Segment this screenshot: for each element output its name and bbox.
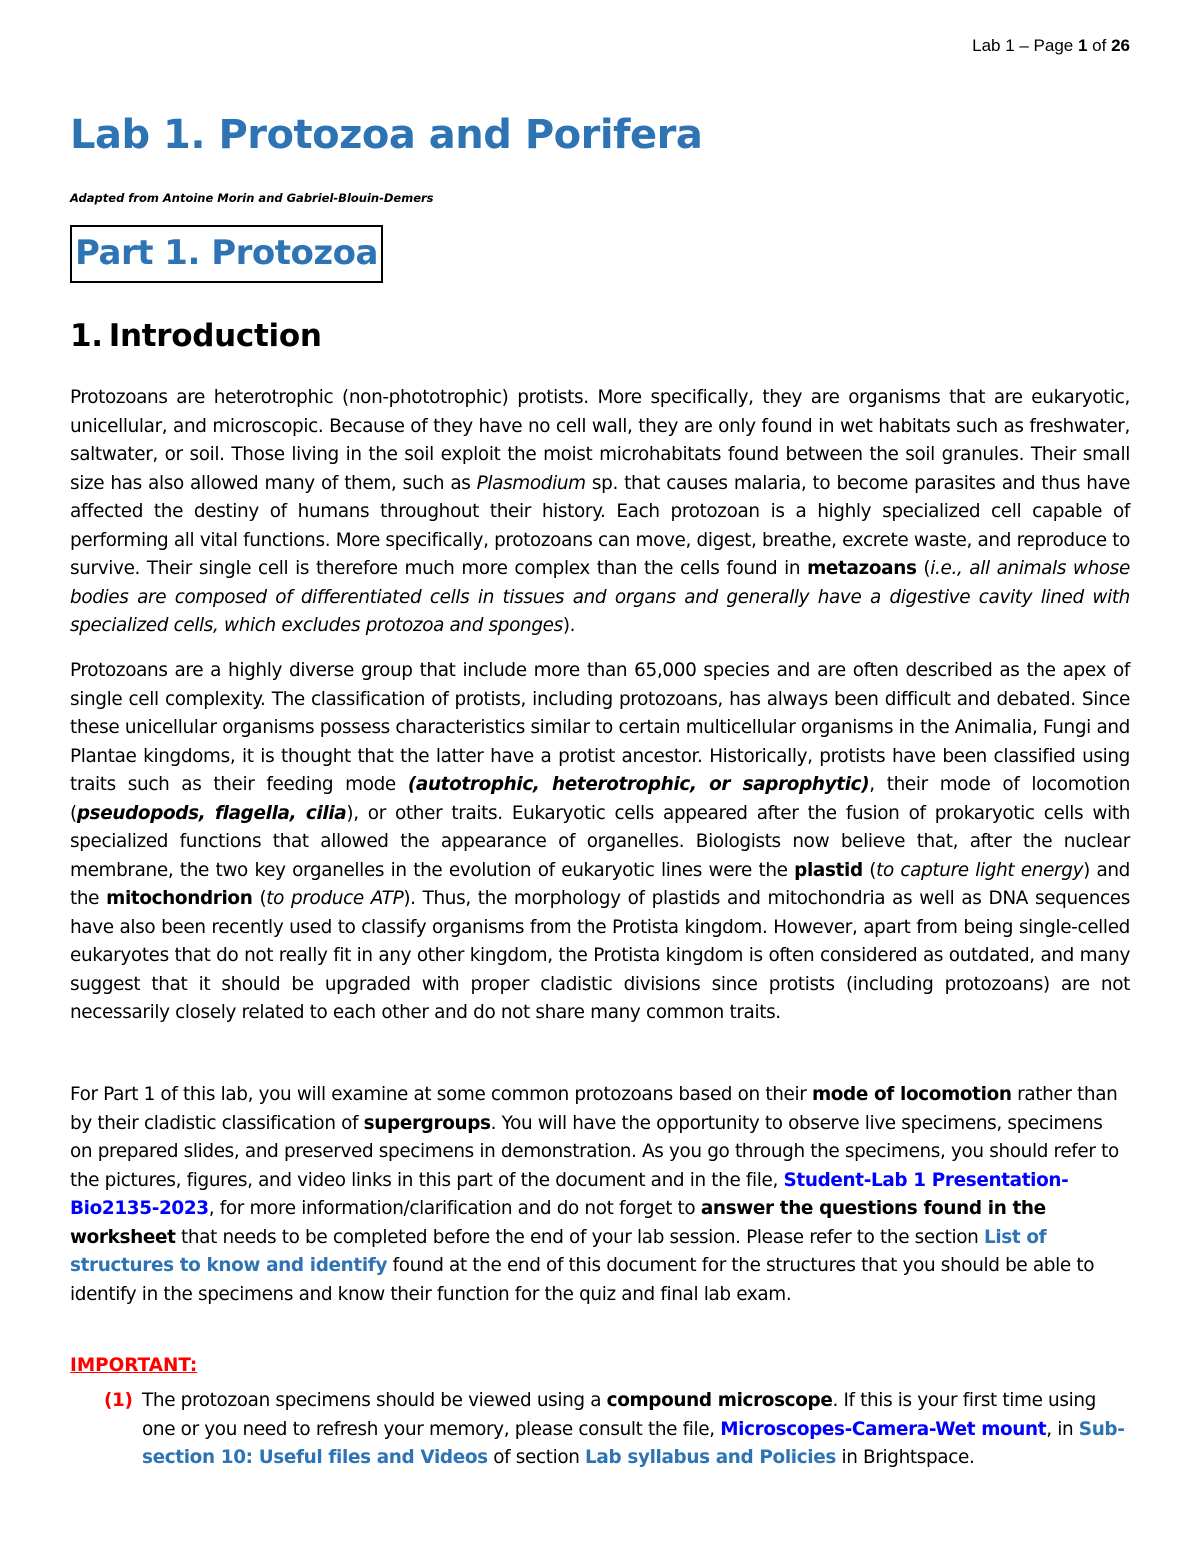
adapted-from-note: Adapted from Antoine Morin and Gabriel-Blouin-Demers bbox=[70, 191, 434, 205]
important-list bbox=[104, 1387, 1130, 1473]
section-number: 1. bbox=[70, 318, 103, 354]
presentation-file-link[interactable]: Student-Lab 1 Presentation-Bio2135-2023 bbox=[70, 1169, 1069, 1219]
p3-text-4: , for more information/clarification and do not forget to bbox=[208, 1198, 701, 1219]
metazoans-definition: i.e., all animals whose bodies are composed of differentiated cells in tissues and organs and generally have a digestive cavity lined with specialized cells, which excludes protozoa and sponges bbox=[70, 558, 1130, 636]
p3-text-1: For Part 1 of this lab, you will examine at some common protozoans based on their bbox=[70, 1084, 812, 1105]
lab-syllabus-link[interactable]: Lab syllabus and Policies bbox=[585, 1447, 836, 1468]
feeding-modes: (autotrophic, heterotrophic, or saprophytic) bbox=[407, 774, 870, 795]
mitochondrion-note: to produce ATP bbox=[266, 888, 404, 909]
plastid-note: to capture light energy bbox=[876, 859, 1084, 881]
important-item bbox=[104, 1387, 1130, 1473]
p2-text-3: ), or other traits. Eukaryotic cells appeared after the fusion of prokaryotic cells with specialized functions that allowed the appearance of organelles. Biologists now believe that, after the nuclear membrane, the two key organelles in the evolution of eukaryotic lines were the bbox=[70, 802, 1130, 881]
section-heading bbox=[70, 318, 322, 354]
p3-text-5: that needs to be completed before the end of your lab session. Please refer to the section bbox=[175, 1226, 984, 1248]
intro-paragraph-1 bbox=[70, 384, 1130, 641]
header-page-number: 1 bbox=[1077, 36, 1088, 55]
p2-text-1: Protozoans are a highly diverse group that include more than 65,000 species and are often described as the apex of single cell complexity. The classification of protists, including protozoans, has always been difficult and debated. Since these unicellular organisms possess characteristics similar to certain multicellular organisms in the Animalia, Fungi and Plantae kingdoms, it is thought that the latter have a protist ancestor. Historically, protists have been classified using traits such as their feeding mode bbox=[70, 660, 1130, 795]
header-of: of bbox=[1087, 36, 1112, 55]
p3-text-2: rather than by their cladistic classification of bbox=[70, 1084, 1118, 1134]
imp-text-4: of section bbox=[487, 1447, 586, 1468]
mitochondrion-term: mitochondrion bbox=[106, 888, 253, 909]
structures-list-link[interactable]: List of structures to know and identify bbox=[70, 1226, 1047, 1276]
p2-text-6: ( bbox=[252, 888, 267, 909]
p3-text-6: found at the end of this document for the structures that you should be able to identify in the specimens and know their function for the quiz and final lab exam. bbox=[70, 1255, 1095, 1305]
imp-text-3: , in bbox=[1046, 1418, 1079, 1440]
locomotion-modes: pseudopods, flagella, cilia bbox=[76, 802, 347, 824]
p2-text-5: ) and the bbox=[70, 859, 1131, 909]
compound-microscope-term: compound microscope bbox=[606, 1390, 833, 1411]
intro-paragraph-3 bbox=[70, 1081, 1130, 1309]
supergroups-term: supergroups bbox=[363, 1112, 491, 1134]
microscopes-file-link[interactable]: Microscopes-Camera-Wet mount bbox=[720, 1418, 1047, 1440]
section-label: Introduction bbox=[108, 318, 322, 354]
imp-text-2: . If this is your first time using one or you need to refresh your memory, please consult the file, bbox=[142, 1390, 1096, 1440]
plasmodium-term: Plasmodium bbox=[476, 472, 586, 494]
intro-paragraph-2 bbox=[70, 657, 1130, 1028]
p2-text-7: ). Thus, the morphology of plastids and mitochondria as well as DNA sequences have also been recently used to classify organisms from the Protista kingdom. However, apart from being single-celled eukaryotes that do not really fit in any other kingdom, the Protista kingdom is often considered as outdated, and many suggest that it should be upgraded with proper cladistic divisions since protists (including protozoans) are not necessarily closely related to each other and do not share many common traits. bbox=[70, 888, 1130, 1023]
p2-text-2: , their mode of locomotion ( bbox=[70, 774, 1131, 824]
important-label: IMPORTANT: bbox=[70, 1355, 198, 1376]
p1-text-2: sp. that causes malaria, to become parasites and thus have affected the destiny of humans throughout their history. Each protozoan is a highly specialized cell capable of performing all vital functions. More specifically, protozoans can move, digest, breathe, excrete waste, and reproduce to survive. Their single cell is therefore much more complex than the cells found in bbox=[70, 472, 1131, 579]
p1-text-3: ( bbox=[916, 558, 931, 579]
answer-questions-note: answer the questions found in the worksheet bbox=[70, 1198, 1046, 1248]
metazoans-term: metazoans bbox=[807, 558, 917, 579]
important-item-number: (1) bbox=[104, 1390, 133, 1411]
useful-files-subsection-link[interactable]: Sub-section 10: Useful files and Videos bbox=[142, 1418, 1125, 1468]
imp-text-1: The protozoan specimens should be viewed using a bbox=[142, 1390, 607, 1411]
part-title: Part 1. Protozoa bbox=[75, 233, 378, 273]
p2-text-4: ( bbox=[862, 859, 877, 881]
mode-of-locomotion-term: mode of locomotion bbox=[811, 1084, 1012, 1105]
header-page-total: 26 bbox=[1111, 36, 1130, 55]
p3-text-3: . You will have the opportunity to observe live specimens, specimens on prepared slides, and preserved specimens in demonstration. As you go through the specimens, you should refer to the pictures, figures, and video links in this part of the document and in the file, bbox=[70, 1112, 1119, 1191]
document-title: Lab 1. Protozoa and Porifera bbox=[70, 112, 703, 158]
header-prefix: Lab 1 – Page bbox=[972, 36, 1078, 55]
imp-text-5: in Brightspace. bbox=[835, 1447, 975, 1468]
p1-text-4: ). bbox=[562, 615, 576, 636]
page-header bbox=[972, 36, 1130, 56]
p1-text-1: Protozoans are heterotrophic (non-phototrophic) protists. More specifically, they are organisms that are eukaryotic, unicellular, and microscopic. Because of they have no cell wall, they are only found in wet habitats such as freshwater, saltwater, or soil. Those living in the soil exploit the moist microhabitats found between the soil granules. Their small size has also allowed many of them, such as bbox=[70, 387, 1130, 494]
plastid-term: plastid bbox=[794, 859, 863, 881]
part-title-box bbox=[70, 225, 383, 283]
